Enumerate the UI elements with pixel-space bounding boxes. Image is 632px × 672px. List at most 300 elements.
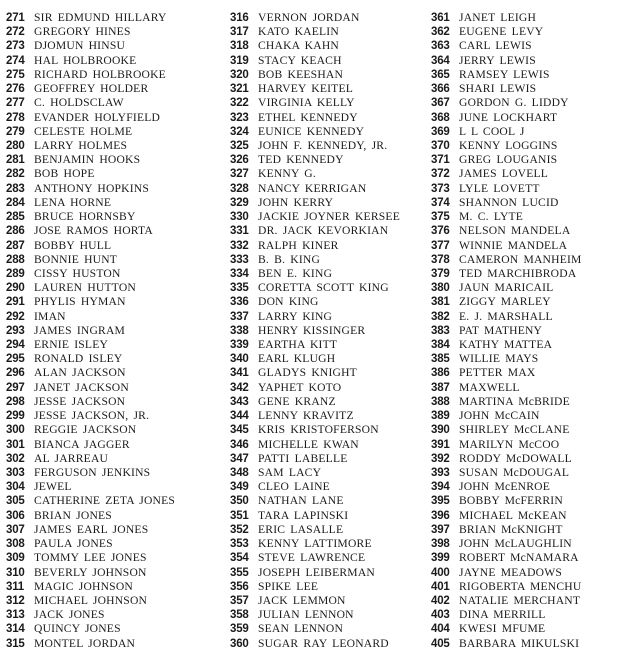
entry-number: 322 xyxy=(230,97,249,110)
entry-number: 387 xyxy=(431,381,450,394)
entry-name: JULIAN LENNON xyxy=(258,608,354,622)
list-item xyxy=(6,310,228,324)
entry-number: 334 xyxy=(230,267,249,280)
entry-number: 359 xyxy=(230,623,249,636)
list-item xyxy=(6,452,228,466)
entry-name: JOHN McLAUGHLIN xyxy=(459,537,572,551)
entry-number: 364 xyxy=(431,54,450,67)
entry-number: 303 xyxy=(6,467,25,479)
list-column-2 xyxy=(230,11,431,672)
entry-number: 332 xyxy=(230,239,249,252)
entry-number: 351 xyxy=(230,509,249,522)
entry-number: 277 xyxy=(6,97,25,110)
entry-name: PATTI LABELLE xyxy=(258,451,348,465)
list-item xyxy=(6,395,228,409)
entry-name: ANTHONY HOPKINS xyxy=(34,181,150,195)
list-item xyxy=(6,466,228,480)
entry-name: DR. JACK KEVORKIAN xyxy=(258,224,389,238)
entry-name: AL JARREAU xyxy=(34,451,109,465)
entry-name: BRUCE HORNSBY xyxy=(34,210,136,224)
list-item xyxy=(230,182,431,196)
list-item xyxy=(230,210,431,224)
entry-number: 338 xyxy=(230,324,249,337)
list-item xyxy=(431,438,631,452)
entry-number: 355 xyxy=(230,566,249,579)
entry-number: 340 xyxy=(230,353,249,366)
entry-number: 278 xyxy=(6,111,25,124)
entry-number: 378 xyxy=(431,253,450,266)
list-item xyxy=(431,324,631,338)
entry-name: ZIGGY MARLEY xyxy=(459,295,551,309)
list-item xyxy=(431,139,631,153)
entry-number: 291 xyxy=(6,296,25,309)
list-column-3 xyxy=(431,11,631,672)
entry-name: ROBERT McNAMARA xyxy=(459,551,579,565)
entry-name: PAULA JONES xyxy=(34,537,113,551)
entry-number: 392 xyxy=(431,452,450,465)
list-item xyxy=(431,395,631,409)
list-item xyxy=(230,281,431,295)
entry-name: LARRY KING xyxy=(258,309,333,323)
list-item xyxy=(431,224,631,238)
list-item xyxy=(230,537,431,551)
list-item xyxy=(6,409,228,423)
entry-name: TOMMY LEE JONES xyxy=(34,551,147,565)
entry-name: RALPH KINER xyxy=(258,238,339,252)
entry-number: 311 xyxy=(6,580,24,593)
entry-number: 285 xyxy=(6,211,25,224)
list-item xyxy=(6,25,228,39)
list-item xyxy=(431,366,631,380)
entry-name: DJOMUN HINSU xyxy=(34,39,126,53)
entry-name: JAMES INGRAM xyxy=(34,323,126,337)
entry-name: KENNY LATTIMORE xyxy=(258,537,372,551)
list-item xyxy=(6,253,228,267)
entry-name: VIRGINIA KELLY xyxy=(258,96,355,110)
entry-name: DON KING xyxy=(258,295,319,309)
entry-name: KENNY G. xyxy=(258,167,316,181)
entry-number: 333 xyxy=(230,253,249,266)
entry-name: JANET JACKSON xyxy=(34,380,129,394)
entry-number: 298 xyxy=(6,395,25,408)
entry-number: 309 xyxy=(6,552,25,565)
entry-number: 307 xyxy=(6,523,25,536)
entry-number: 273 xyxy=(6,40,25,53)
list-item xyxy=(6,96,228,110)
entry-number: 397 xyxy=(431,523,450,536)
entry-name: SIR EDMUND HILLARY xyxy=(34,11,167,24)
list-item xyxy=(230,438,431,452)
entry-number: 388 xyxy=(431,395,450,408)
list-item xyxy=(431,11,631,25)
entry-number: 301 xyxy=(6,438,25,451)
entry-number: 321 xyxy=(230,83,249,96)
entry-name: BOBBY HULL xyxy=(34,238,112,252)
entry-name: MICHAEL JOHNSON xyxy=(34,593,148,607)
entry-number: 405 xyxy=(431,637,450,650)
list-item xyxy=(6,423,228,437)
entry-number: 354 xyxy=(230,552,249,565)
entry-number: 348 xyxy=(230,467,249,479)
entry-number: 391 xyxy=(431,438,450,451)
entry-number: 404 xyxy=(431,623,450,636)
entry-name: JUNE LOCKHART xyxy=(459,110,558,124)
list-item xyxy=(6,324,228,338)
entry-name: BIANCA JAGGER xyxy=(34,437,130,451)
entry-name: BOBBY McFERRIN xyxy=(459,494,563,508)
entry-number: 398 xyxy=(431,538,450,551)
entry-name: SHIRLEY McCLANE xyxy=(459,423,570,437)
entry-number: 293 xyxy=(6,324,25,337)
entry-number: 345 xyxy=(230,424,249,437)
entry-number: 299 xyxy=(6,410,25,423)
entry-number: 295 xyxy=(6,353,25,366)
entry-number: 372 xyxy=(431,168,450,181)
entry-name: BRIAN JONES xyxy=(34,508,112,522)
entry-number: 335 xyxy=(230,282,249,295)
list-item xyxy=(6,608,228,622)
list-item xyxy=(230,295,431,309)
entry-number: 337 xyxy=(230,310,249,323)
list-item xyxy=(431,551,631,565)
list-item xyxy=(6,494,228,508)
list-item xyxy=(230,423,431,437)
entry-name: JOHN KERRY xyxy=(258,195,334,209)
entry-name: CAMERON MANHEIM xyxy=(459,252,582,266)
entry-name: RICHARD HOLBROOKE xyxy=(34,67,166,81)
entry-number: 276 xyxy=(6,83,25,96)
entry-number: 319 xyxy=(230,54,249,67)
list-item xyxy=(431,153,631,167)
entry-name: GENE KRANZ xyxy=(258,394,336,408)
entry-number: 363 xyxy=(431,40,450,53)
list-item xyxy=(431,253,631,267)
entry-name: CELESTE HOLME xyxy=(34,124,133,138)
entry-number: 361 xyxy=(431,12,450,24)
entry-name: BOB KEESHAN xyxy=(258,67,344,81)
list-item xyxy=(431,409,631,423)
entry-name: PAT MATHENY xyxy=(459,323,543,337)
entry-number: 282 xyxy=(6,168,25,181)
entry-name: FERGUSON JENKINS xyxy=(34,466,151,479)
entry-name: C. HOLDSCLAW xyxy=(34,96,124,110)
list-item xyxy=(431,267,631,281)
list-item xyxy=(431,96,631,110)
entry-number: 370 xyxy=(431,139,450,152)
entry-number: 327 xyxy=(230,168,249,181)
list-item xyxy=(230,239,431,253)
entry-name: SPIKE LEE xyxy=(258,579,319,593)
list-item xyxy=(431,239,631,253)
entry-name: VERNON JORDAN xyxy=(258,11,360,24)
entry-name: HENRY KISSINGER xyxy=(258,323,366,337)
list-item xyxy=(6,551,228,565)
entry-number: 400 xyxy=(431,566,450,579)
entry-number: 283 xyxy=(6,182,25,195)
entry-name: RIGOBERTA MENCHU xyxy=(459,579,582,593)
list-item xyxy=(6,580,228,594)
entry-number: 395 xyxy=(431,495,450,508)
entry-number: 318 xyxy=(230,40,249,53)
list-item xyxy=(6,338,228,352)
entry-name: CORETTA SCOTT KING xyxy=(258,281,389,295)
entry-name: EVANDER HOLYFIELD xyxy=(34,110,161,124)
entry-name: GREG LOUGANIS xyxy=(459,153,558,167)
entry-name: CHAKA KAHN xyxy=(258,39,339,53)
entry-name: BONNIE HUNT xyxy=(34,252,118,266)
entry-number: 292 xyxy=(6,310,25,323)
entry-number: 384 xyxy=(431,339,450,352)
list-item xyxy=(6,68,228,82)
entry-number: 326 xyxy=(230,154,249,167)
entry-number: 374 xyxy=(431,196,450,209)
entry-name: WILLIE MAYS xyxy=(459,352,539,366)
entry-number: 380 xyxy=(431,282,450,295)
list-item xyxy=(6,125,228,139)
list-item xyxy=(431,537,631,551)
entry-number: 347 xyxy=(230,452,249,465)
entry-name: EARL KLUGH xyxy=(258,352,336,366)
entry-number: 383 xyxy=(431,324,450,337)
list-item xyxy=(6,295,228,309)
entry-number: 287 xyxy=(6,239,25,252)
entry-number: 325 xyxy=(230,139,249,152)
entry-number: 376 xyxy=(431,225,450,238)
list-item xyxy=(6,153,228,167)
list-item xyxy=(230,153,431,167)
list-item xyxy=(431,466,631,480)
entry-number: 330 xyxy=(230,211,249,224)
list-item xyxy=(230,139,431,153)
entry-number: 313 xyxy=(6,609,25,622)
entry-name: GORDON G. LIDDY xyxy=(459,96,569,110)
entry-number: 368 xyxy=(431,111,450,124)
entry-name: HARVEY KEITEL xyxy=(258,82,354,96)
entry-number: 286 xyxy=(6,225,25,238)
entry-name: EUNICE KENNEDY xyxy=(258,124,365,138)
entry-name: B. B. KING xyxy=(258,252,321,266)
entry-name: MARILYN McCOO xyxy=(459,437,560,451)
entry-name: SEAN LENNON xyxy=(258,622,344,636)
list-item xyxy=(431,111,631,125)
list-item xyxy=(230,366,431,380)
entry-number: 371 xyxy=(431,154,450,167)
entry-name: JERRY LEWIS xyxy=(459,53,536,67)
entry-name: LAUREN HUTTON xyxy=(34,281,136,295)
entry-name: JAYNE MEADOWS xyxy=(459,565,563,579)
entry-name: GEOFFREY HOLDER xyxy=(34,82,149,96)
entry-number: 396 xyxy=(431,509,450,522)
entry-number: 399 xyxy=(431,552,450,565)
entry-number: 317 xyxy=(230,26,249,39)
entry-name: MARTINA McBRIDE xyxy=(459,394,570,408)
entry-name: WINNIE MANDELA xyxy=(459,238,568,252)
entry-number: 336 xyxy=(230,296,249,309)
entry-name: KENNY LOGGINS xyxy=(459,138,558,152)
list-item xyxy=(431,381,631,395)
list-item xyxy=(230,310,431,324)
entry-number: 385 xyxy=(431,353,450,366)
entry-name: ERNIE ISLEY xyxy=(34,338,109,352)
list-item xyxy=(431,423,631,437)
entry-number: 377 xyxy=(431,239,450,252)
entry-number: 369 xyxy=(431,125,450,138)
entry-number: 379 xyxy=(431,267,450,280)
entry-name: STEVE LAWRENCE xyxy=(258,551,366,565)
entry-name: MONTEL JORDAN xyxy=(34,636,136,650)
list-item xyxy=(6,637,228,651)
list-item xyxy=(230,637,431,651)
entry-number: 390 xyxy=(431,424,450,437)
list-item xyxy=(431,25,631,39)
list-item xyxy=(6,622,228,636)
entry-number: 401 xyxy=(431,580,450,593)
list-item xyxy=(6,239,228,253)
list-item xyxy=(431,523,631,537)
entry-name: MAGIC JOHNSON xyxy=(34,579,133,593)
entry-number: 329 xyxy=(230,196,249,209)
list-item xyxy=(230,381,431,395)
list-item xyxy=(431,39,631,53)
entry-number: 331 xyxy=(230,225,249,238)
entry-name: ALAN JACKSON xyxy=(34,366,126,380)
entry-name: STACY KEACH xyxy=(258,53,342,67)
entry-number: 381 xyxy=(431,296,450,309)
entry-name: L L COOL J xyxy=(459,124,525,138)
list-item xyxy=(230,509,431,523)
entry-name: SAM LACY xyxy=(258,466,322,479)
entry-number: 342 xyxy=(230,381,249,394)
entry-number: 403 xyxy=(431,609,450,622)
entry-name: BENJAMIN HOOKS xyxy=(34,153,141,167)
entry-name: HAL HOLBROOKE xyxy=(34,53,137,67)
list-item xyxy=(230,352,431,366)
entry-name: PETTER MAX xyxy=(459,366,536,380)
list-item xyxy=(6,366,228,380)
list-item xyxy=(6,39,228,53)
list-item xyxy=(230,551,431,565)
entry-name: TARA LAPINSKI xyxy=(258,508,349,522)
entry-number: 305 xyxy=(6,495,25,508)
list-item xyxy=(431,125,631,139)
entry-name: BEN E. KING xyxy=(258,266,333,280)
entry-number: 394 xyxy=(431,481,450,494)
entry-name: RAMSEY LEWIS xyxy=(459,67,550,81)
list-item xyxy=(431,281,631,295)
entry-name: MICHAEL McKEAN xyxy=(459,508,567,522)
entry-number: 281 xyxy=(6,154,25,167)
entry-name: JOHN McENROE xyxy=(459,480,551,494)
entry-name: LENNY KRAVITZ xyxy=(258,409,354,423)
list-item xyxy=(230,523,431,537)
entry-number: 289 xyxy=(6,267,25,280)
entry-name: ETHEL KENNEDY xyxy=(258,110,358,124)
list-item xyxy=(431,210,631,224)
list-item xyxy=(6,167,228,181)
entry-name: JACK LEMMON xyxy=(258,593,346,607)
list-item xyxy=(431,352,631,366)
entry-number: 353 xyxy=(230,538,249,551)
entry-name: TED MARCHIBRODA xyxy=(459,266,577,280)
list-item xyxy=(431,196,631,210)
list-item xyxy=(431,594,631,608)
list-item xyxy=(230,338,431,352)
list-item xyxy=(431,68,631,82)
entry-number: 300 xyxy=(6,424,25,437)
entry-name: JOSEPH LEIBERMAN xyxy=(258,565,375,579)
entry-name: SUSAN McDOUGAL xyxy=(459,466,570,479)
entry-name: KATHY MATTEA xyxy=(459,338,553,352)
list-item xyxy=(6,509,228,523)
entry-number: 306 xyxy=(6,509,25,522)
entry-number: 297 xyxy=(6,381,25,394)
list-item xyxy=(6,537,228,551)
entry-number: 314 xyxy=(6,623,25,636)
list-item xyxy=(431,182,631,196)
list-item xyxy=(431,338,631,352)
list-item xyxy=(230,594,431,608)
entry-number: 365 xyxy=(431,68,450,81)
entry-name: JESSE JACKSON xyxy=(34,394,126,408)
list-item xyxy=(6,381,228,395)
list-item xyxy=(230,96,431,110)
list-item xyxy=(6,196,228,210)
entry-number: 382 xyxy=(431,310,450,323)
entry-number: 343 xyxy=(230,395,249,408)
list-item xyxy=(431,82,631,96)
list-item xyxy=(431,167,631,181)
entry-name: M. C. LYTE xyxy=(459,210,524,224)
entry-number: 357 xyxy=(230,594,249,607)
list-item xyxy=(230,324,431,338)
list-item xyxy=(6,210,228,224)
entry-number: 366 xyxy=(431,83,450,96)
entry-name: NANCY KERRIGAN xyxy=(258,181,367,195)
entry-number: 358 xyxy=(230,609,249,622)
entry-name: TED KENNEDY xyxy=(258,153,344,167)
entry-name: RONALD ISLEY xyxy=(34,352,123,366)
list-item xyxy=(6,182,228,196)
entry-number: 339 xyxy=(230,339,249,352)
entry-name: CARL LEWIS xyxy=(459,39,532,53)
entry-name: E. J. MARSHALL xyxy=(459,309,553,323)
list-item xyxy=(230,452,431,466)
entry-name: JAUN MARICAIL xyxy=(459,281,554,295)
entry-name: SHANNON LUCID xyxy=(459,195,559,209)
entry-name: YAPHET KOTO xyxy=(258,380,342,394)
entry-name: BARBARA MIKULSKI xyxy=(459,636,580,650)
entry-number: 367 xyxy=(431,97,450,110)
entry-name: LARRY HOLMES xyxy=(34,138,128,152)
entry-number: 341 xyxy=(230,367,249,380)
list-item xyxy=(230,224,431,238)
entry-name: NATHAN LANE xyxy=(258,494,344,508)
list-item xyxy=(6,480,228,494)
list-item xyxy=(431,310,631,324)
entry-number: 272 xyxy=(6,26,25,39)
list-item xyxy=(431,622,631,636)
entry-name: JOHN McCAIN xyxy=(459,409,540,423)
list-item xyxy=(6,566,228,580)
entry-number: 352 xyxy=(230,523,249,536)
entry-name: SHARI LEWIS xyxy=(459,82,537,96)
entry-number: 308 xyxy=(6,538,25,551)
entry-number: 323 xyxy=(230,111,249,124)
list-item xyxy=(6,11,228,25)
entry-number: 362 xyxy=(431,26,450,39)
list-item xyxy=(230,395,431,409)
entry-name: MICHELLE KWAN xyxy=(258,437,359,451)
